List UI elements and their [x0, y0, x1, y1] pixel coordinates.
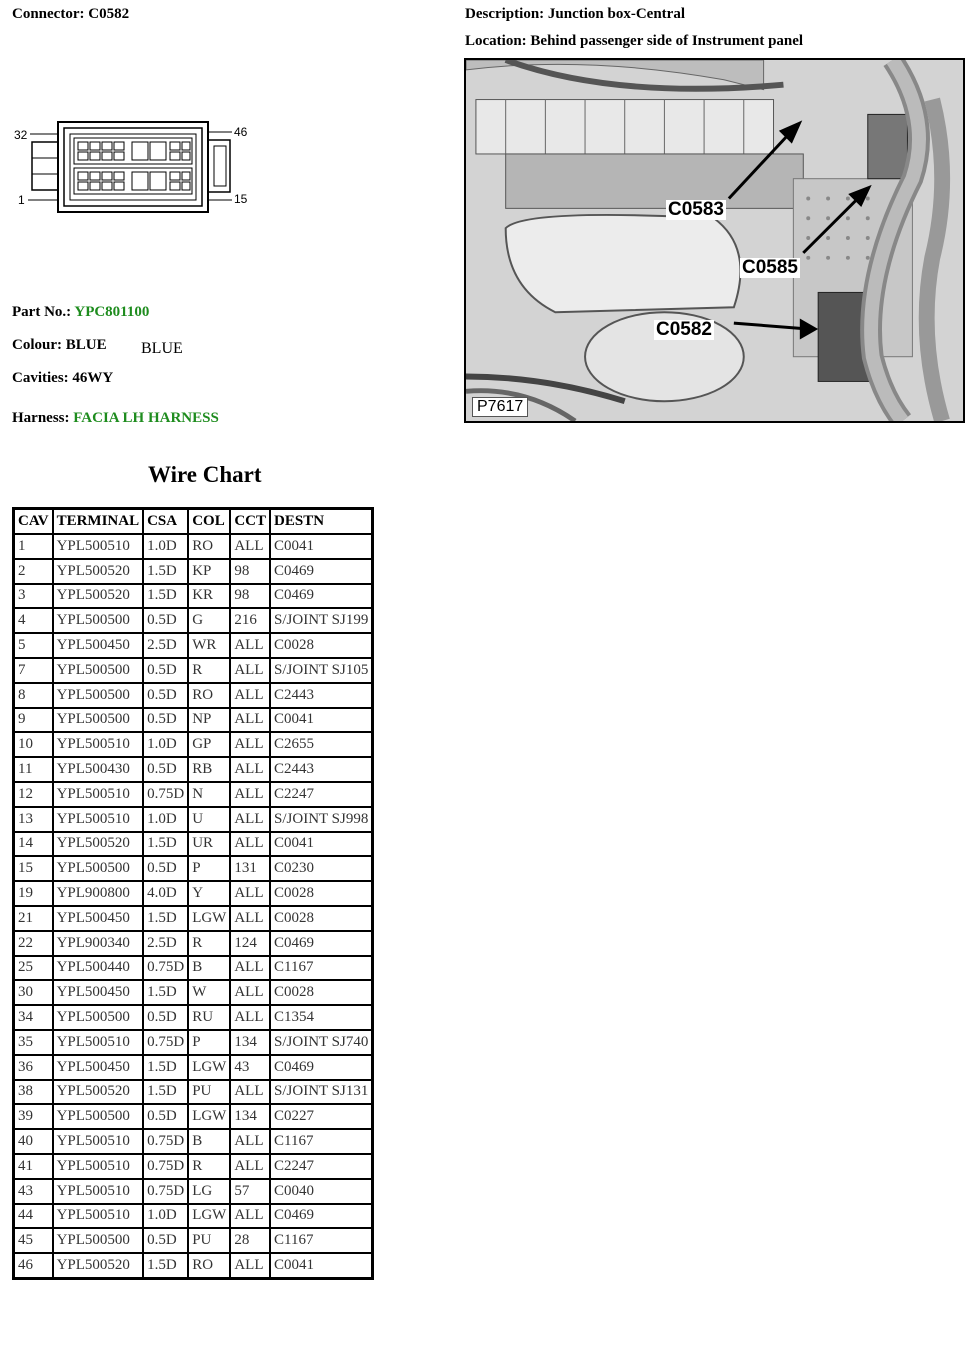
cell-col: P: [188, 1030, 230, 1055]
cell-csa: 0.75D: [143, 1129, 188, 1154]
location-value: Behind passenger side of Instrument panel: [530, 33, 804, 49]
cell-destn: C0028: [270, 633, 373, 658]
cell-cct: ALL: [230, 881, 270, 906]
cell-cct: 216: [230, 608, 270, 633]
cell-terminal: YPL500450: [53, 906, 144, 931]
cell-csa: 1.5D: [143, 980, 188, 1005]
cell-terminal: YPL500500: [53, 1104, 144, 1129]
cell-col: RU: [188, 1005, 230, 1030]
cell-col: P: [188, 856, 230, 881]
cell-terminal: YPL500450: [53, 980, 144, 1005]
table-row: [14, 956, 373, 981]
cell-csa: 1.5D: [143, 906, 188, 931]
cell-cct: ALL: [230, 534, 270, 559]
cell-cav: 39: [14, 1104, 53, 1129]
cell-csa: 1.0D: [143, 732, 188, 757]
cell-csa: 1.0D: [143, 534, 188, 559]
cell-cav: 41: [14, 1154, 53, 1179]
table-row: [14, 807, 373, 832]
cell-cct: ALL: [230, 658, 270, 683]
pin-1-label: 1: [18, 193, 25, 207]
part-number-row: [12, 304, 149, 321]
cell-terminal: YPL500520: [53, 559, 144, 584]
location-photo: [464, 58, 965, 423]
wire-chart-table: [12, 507, 374, 1280]
cell-destn: C2655: [270, 732, 373, 757]
cell-col: RO: [188, 534, 230, 559]
cell-col: Y: [188, 881, 230, 906]
cell-csa: 1.5D: [143, 1080, 188, 1105]
cell-terminal: YPL900340: [53, 931, 144, 956]
cell-csa: 1.5D: [143, 832, 188, 857]
cell-csa: 0.75D: [143, 1030, 188, 1055]
cell-destn: C0469: [270, 931, 373, 956]
table-row: [14, 1080, 373, 1105]
cell-col: G: [188, 608, 230, 633]
cell-col: PU: [188, 1228, 230, 1253]
cell-cav: 10: [14, 732, 53, 757]
connector-drawing: [10, 118, 260, 243]
cell-cct: ALL: [230, 757, 270, 782]
cell-destn: S/JOINT SJ131: [270, 1080, 373, 1105]
pin-46-label: 46: [234, 125, 248, 139]
cell-col: U: [188, 807, 230, 832]
part-number-link[interactable]: YPC801100: [74, 304, 150, 320]
cell-terminal: YPL500430: [53, 757, 144, 782]
table-row: [14, 980, 373, 1005]
cell-cav: 43: [14, 1179, 53, 1204]
harness-row: [12, 410, 219, 427]
cell-cct: 28: [230, 1228, 270, 1253]
wire-chart-title: Wire Chart: [148, 462, 262, 487]
cell-col: KP: [188, 559, 230, 584]
cell-cct: 134: [230, 1104, 270, 1129]
table-row: [14, 1030, 373, 1055]
cell-terminal: YPL500500: [53, 856, 144, 881]
cell-cct: ALL: [230, 1204, 270, 1229]
cell-csa: 0.5D: [143, 757, 188, 782]
cell-cav: 22: [14, 931, 53, 956]
cell-terminal: YPL500500: [53, 1005, 144, 1030]
cell-destn: C2443: [270, 683, 373, 708]
cell-destn: C1167: [270, 1129, 373, 1154]
cell-cct: 131: [230, 856, 270, 881]
cell-destn: C0230: [270, 856, 373, 881]
cell-csa: 1.5D: [143, 1253, 188, 1278]
cell-cav: 15: [14, 856, 53, 881]
cell-col: R: [188, 931, 230, 956]
cell-csa: 1.0D: [143, 807, 188, 832]
column-header-col: COL: [188, 509, 230, 535]
cell-col: PU: [188, 1080, 230, 1105]
cell-csa: 0.75D: [143, 1154, 188, 1179]
cell-cct: ALL: [230, 683, 270, 708]
cell-cct: ALL: [230, 956, 270, 981]
cell-cct: ALL: [230, 782, 270, 807]
cell-cct: 98: [230, 559, 270, 584]
cell-csa: 0.5D: [143, 683, 188, 708]
cell-destn: C0028: [270, 881, 373, 906]
cell-cav: 40: [14, 1129, 53, 1154]
location-heading: [465, 33, 803, 50]
cell-col: KR: [188, 584, 230, 609]
cell-cct: ALL: [230, 708, 270, 733]
table-row: [14, 1129, 373, 1154]
cell-col: UR: [188, 832, 230, 857]
connector-value: C0582: [88, 6, 130, 22]
cell-col: R: [188, 658, 230, 683]
cell-cav: 14: [14, 832, 53, 857]
cell-cct: ALL: [230, 906, 270, 931]
cell-cct: 98: [230, 584, 270, 609]
cell-terminal: YPL500520: [53, 1080, 144, 1105]
table-row: [14, 1228, 373, 1253]
location-label: Location:: [465, 33, 527, 49]
cell-col: LGW: [188, 1104, 230, 1129]
callout-c0582: C0582: [656, 319, 712, 340]
cell-terminal: YPL500450: [53, 1055, 144, 1080]
cell-cct: ALL: [230, 980, 270, 1005]
cell-destn: C0227: [270, 1104, 373, 1129]
cell-destn: S/JOINT SJ199: [270, 608, 373, 633]
wire-chart-header-row: [14, 509, 373, 535]
cell-destn: C0469: [270, 584, 373, 609]
cell-cav: 36: [14, 1055, 53, 1080]
cell-col: B: [188, 956, 230, 981]
cell-destn: C1167: [270, 956, 373, 981]
cell-destn: C2247: [270, 782, 373, 807]
cell-csa: 0.5D: [143, 856, 188, 881]
table-row: [14, 608, 373, 633]
cell-cav: 11: [14, 757, 53, 782]
cell-csa: 1.5D: [143, 1055, 188, 1080]
cell-destn: C1354: [270, 1005, 373, 1030]
cell-col: RO: [188, 1253, 230, 1278]
cell-terminal: YPL500500: [53, 608, 144, 633]
cell-destn: C0028: [270, 980, 373, 1005]
cell-col: GP: [188, 732, 230, 757]
cell-destn: C0041: [270, 708, 373, 733]
cell-cav: 4: [14, 608, 53, 633]
cell-cav: 12: [14, 782, 53, 807]
description-heading: [465, 6, 685, 23]
cell-col: R: [188, 1154, 230, 1179]
cavities-label: Cavities:: [12, 370, 69, 386]
table-row: [14, 1253, 373, 1278]
cell-cct: ALL: [230, 1005, 270, 1030]
cell-destn: S/JOINT SJ740: [270, 1030, 373, 1055]
table-row: [14, 633, 373, 658]
cell-cct: 134: [230, 1030, 270, 1055]
cell-cav: 3: [14, 584, 53, 609]
column-header-cct: CCT: [230, 509, 270, 535]
cell-terminal: YPL500520: [53, 832, 144, 857]
cell-terminal: YPL500510: [53, 534, 144, 559]
table-row: [14, 782, 373, 807]
table-row: [14, 683, 373, 708]
table-row: [14, 559, 373, 584]
callout-c0585: C0585: [742, 257, 798, 278]
cell-csa: 4.0D: [143, 881, 188, 906]
cell-col: LGW: [188, 1204, 230, 1229]
table-row: [14, 1154, 373, 1179]
cell-cav: 5: [14, 633, 53, 658]
cell-cct: ALL: [230, 1080, 270, 1105]
cell-csa: 0.75D: [143, 782, 188, 807]
cell-terminal: YPL500450: [53, 633, 144, 658]
description-value: Junction box-Central: [547, 6, 685, 22]
cell-terminal: YPL500510: [53, 732, 144, 757]
cell-col: RB: [188, 757, 230, 782]
cell-terminal: YPL500520: [53, 1253, 144, 1278]
cavities-row: [12, 370, 113, 387]
cell-destn: C0041: [270, 534, 373, 559]
cell-col: LGW: [188, 1055, 230, 1080]
cell-destn: C0040: [270, 1179, 373, 1204]
table-row: [14, 658, 373, 683]
cell-cav: 38: [14, 1080, 53, 1105]
cell-cct: 43: [230, 1055, 270, 1080]
cell-csa: 2.5D: [143, 633, 188, 658]
description-label: Description:: [465, 6, 545, 22]
cell-destn: C2247: [270, 1154, 373, 1179]
table-row: [14, 856, 373, 881]
table-row: [14, 757, 373, 782]
cell-col: RO: [188, 683, 230, 708]
callout-c0583: C0583: [668, 199, 724, 220]
cell-csa: 0.5D: [143, 608, 188, 633]
table-row: [14, 584, 373, 609]
column-header-csa: CSA: [143, 509, 188, 535]
cell-cav: 2: [14, 559, 53, 584]
cell-csa: 0.5D: [143, 1104, 188, 1129]
cell-terminal: YPL500500: [53, 658, 144, 683]
cell-cav: 45: [14, 1228, 53, 1253]
table-row: [14, 1104, 373, 1129]
cell-destn: C0041: [270, 1253, 373, 1278]
cell-cav: 21: [14, 906, 53, 931]
cell-terminal: YPL500510: [53, 782, 144, 807]
cell-csa: 0.5D: [143, 1228, 188, 1253]
connector-heading: [12, 6, 129, 23]
colour-value: BLUE: [65, 337, 107, 353]
cell-cav: 19: [14, 881, 53, 906]
cell-destn: C0028: [270, 906, 373, 931]
cell-cav: 34: [14, 1005, 53, 1030]
cell-csa: 0.75D: [143, 956, 188, 981]
cell-cct: ALL: [230, 732, 270, 757]
cell-terminal: YPL500510: [53, 1204, 144, 1229]
wire-chart-body: [14, 534, 373, 1278]
cell-terminal: YPL500500: [53, 683, 144, 708]
colour-label: Colour:: [12, 337, 62, 353]
cell-terminal: YPL500520: [53, 584, 144, 609]
cell-destn: C0041: [270, 832, 373, 857]
table-row: [14, 832, 373, 857]
pin-32-label: 32: [14, 128, 28, 142]
cell-cav: 1: [14, 534, 53, 559]
cell-cav: 9: [14, 708, 53, 733]
cell-terminal: YPL500510: [53, 1129, 144, 1154]
cell-col: NP: [188, 708, 230, 733]
cell-cct: ALL: [230, 832, 270, 857]
cell-col: B: [188, 1129, 230, 1154]
cell-cct: ALL: [230, 1253, 270, 1278]
cell-destn: S/JOINT SJ998: [270, 807, 373, 832]
cell-csa: 0.5D: [143, 1005, 188, 1030]
cell-cav: 30: [14, 980, 53, 1005]
column-header-cav: CAV: [14, 509, 53, 535]
cell-cct: 57: [230, 1179, 270, 1204]
pin-15-label: 15: [234, 192, 248, 206]
table-row: [14, 732, 373, 757]
cell-terminal: YPL500500: [53, 1228, 144, 1253]
cell-terminal: YPL900800: [53, 881, 144, 906]
connector-colour-caption: BLUE: [141, 340, 183, 357]
cell-csa: 0.75D: [143, 1179, 188, 1204]
table-row: [14, 881, 373, 906]
cell-terminal: YPL500440: [53, 956, 144, 981]
table-row: [14, 1204, 373, 1229]
cell-csa: 0.5D: [143, 658, 188, 683]
cavities-value: 46WY: [72, 370, 114, 386]
table-row: [14, 1055, 373, 1080]
cell-cct: ALL: [230, 1154, 270, 1179]
table-row: [14, 1005, 373, 1030]
table-row: [14, 534, 373, 559]
cell-terminal: YPL500510: [53, 1154, 144, 1179]
cell-destn: C1167: [270, 1228, 373, 1253]
cell-destn: C0469: [270, 1204, 373, 1229]
cell-col: W: [188, 980, 230, 1005]
part-number-label: Part No.:: [12, 304, 72, 320]
cell-csa: 0.5D: [143, 708, 188, 733]
cell-cav: 8: [14, 683, 53, 708]
cell-cct: 124: [230, 931, 270, 956]
column-header-destn: DESTN: [270, 509, 373, 535]
cell-cct: ALL: [230, 633, 270, 658]
cell-destn: C2443: [270, 757, 373, 782]
table-row: [14, 1179, 373, 1204]
cell-terminal: YPL500510: [53, 1030, 144, 1055]
cell-csa: 1.5D: [143, 559, 188, 584]
cell-destn: S/JOINT SJ105: [270, 658, 373, 683]
cell-terminal: YPL500510: [53, 1179, 144, 1204]
cell-col: N: [188, 782, 230, 807]
cell-destn: C0469: [270, 559, 373, 584]
cell-csa: 1.0D: [143, 1204, 188, 1229]
cell-cct: ALL: [230, 1129, 270, 1154]
colour-row: [12, 337, 107, 354]
cell-col: LG: [188, 1179, 230, 1204]
cell-cct: ALL: [230, 807, 270, 832]
cell-csa: 2.5D: [143, 931, 188, 956]
table-row: [14, 906, 373, 931]
location-photo-illustration: [466, 60, 963, 421]
cell-csa: 1.5D: [143, 584, 188, 609]
harness-label: Harness:: [12, 410, 70, 426]
cell-terminal: YPL500500: [53, 708, 144, 733]
harness-link[interactable]: FACIA LH HARNESS: [73, 410, 219, 426]
column-header-terminal: TERMINAL: [53, 509, 144, 535]
cell-cav: 35: [14, 1030, 53, 1055]
cell-col: LGW: [188, 906, 230, 931]
cell-cav: 44: [14, 1204, 53, 1229]
table-row: [14, 931, 373, 956]
photo-code: P7617: [472, 397, 528, 417]
cell-cav: 46: [14, 1253, 53, 1278]
cell-destn: C0469: [270, 1055, 373, 1080]
cell-terminal: YPL500510: [53, 807, 144, 832]
connector-label: Connector:: [12, 6, 85, 22]
cell-cav: 25: [14, 956, 53, 981]
cell-col: WR: [188, 633, 230, 658]
cell-cav: 13: [14, 807, 53, 832]
table-row: [14, 708, 373, 733]
cell-cav: 7: [14, 658, 53, 683]
